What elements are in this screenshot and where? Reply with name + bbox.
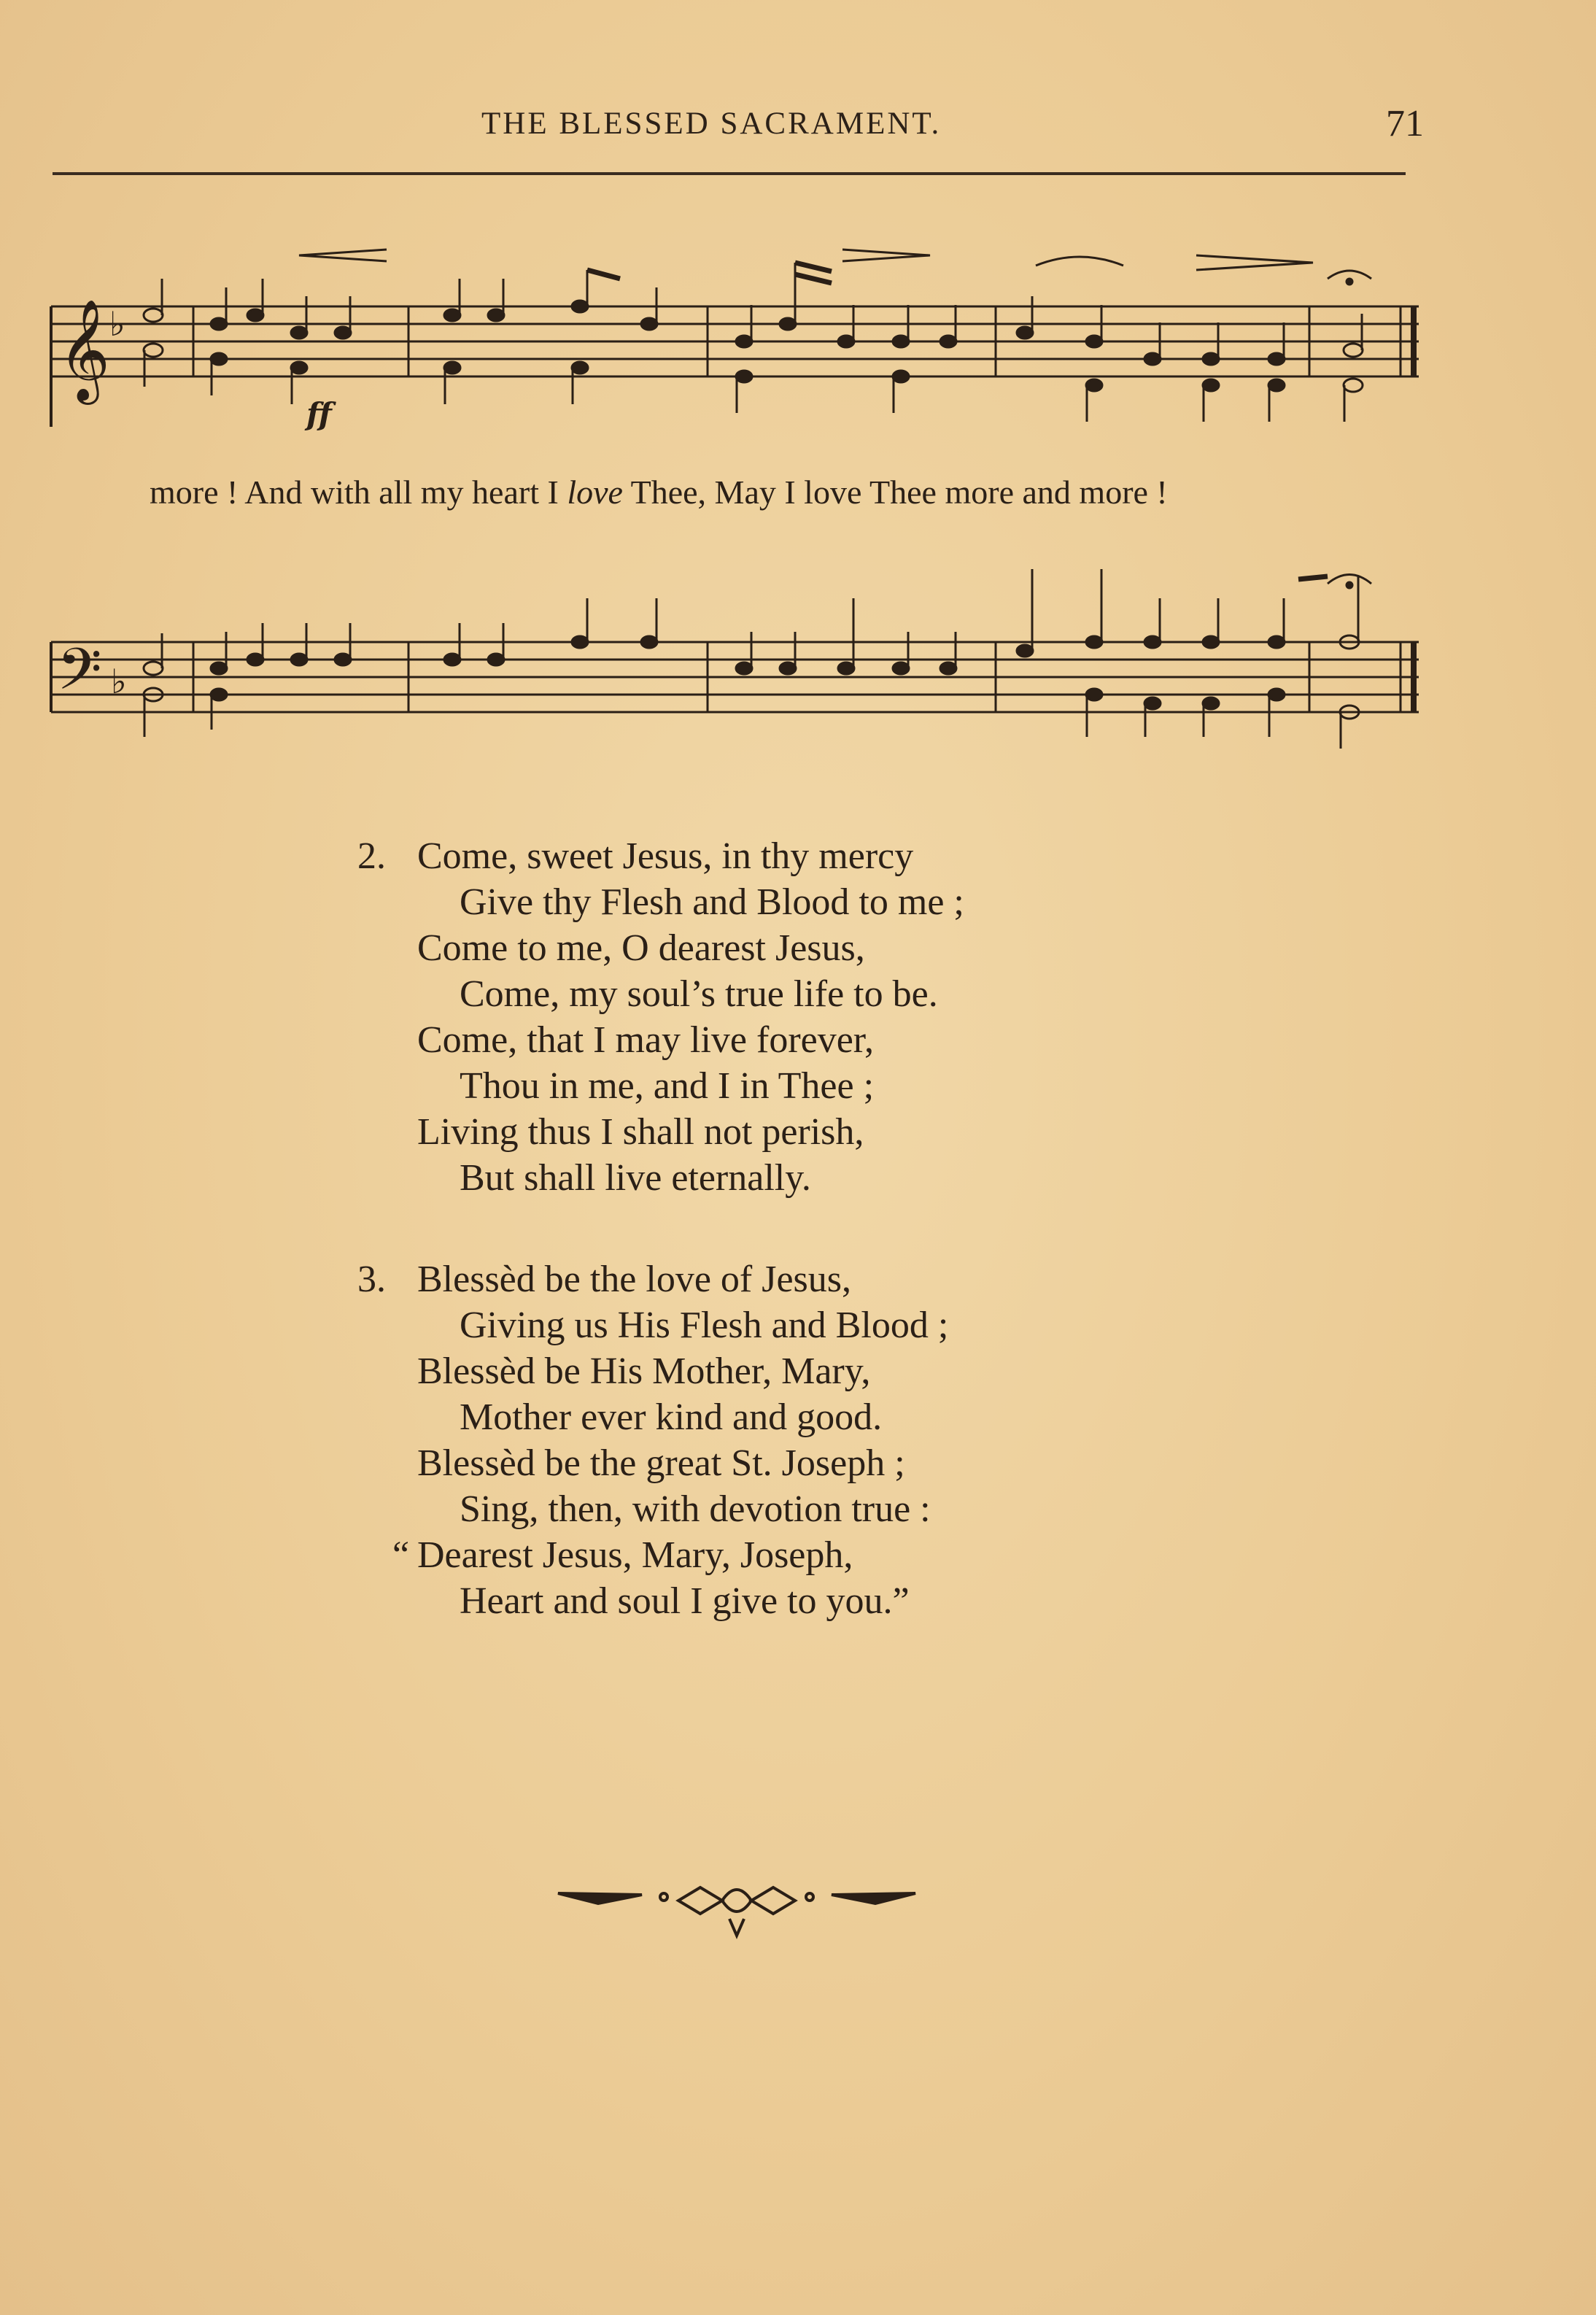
open-quote: “ (392, 1534, 410, 1576)
bass-clef-icon (57, 635, 102, 717)
verse-line: But shall live eternally. (460, 1157, 811, 1199)
verse-line: Living thus I shall not perish, (417, 1111, 864, 1153)
verse-line: Thou in me, and I in Thee ; (460, 1065, 875, 1107)
verse-line: Sing, then, with devotion true : (460, 1488, 931, 1530)
lyric-text-2: Thee, May I love Thee more and more ! (622, 474, 1168, 511)
stanza-number: 3. (357, 1259, 386, 1300)
treble-staff (51, 306, 1419, 427)
verse-line: Come to me, O dearest Jesus, (417, 927, 865, 969)
verse-line: Come, that I may live forever, (417, 1019, 875, 1061)
treble-clef-icon (58, 299, 110, 405)
refrain-lyric (150, 473, 1433, 511)
header-rule (53, 172, 1406, 175)
verse-line: Give thy Flesh and Blood to me ; (460, 881, 964, 923)
running-head: THE BLESSED SACRAMENT. (481, 107, 942, 141)
verse-line: Come, my soul’s true life to be. (460, 973, 938, 1015)
page-number: 71 (1386, 103, 1424, 144)
stanza-number: 2. (357, 835, 386, 877)
lyric-text-1: more ! And with all my heart I (150, 474, 567, 511)
lyric-italic-word: love (567, 474, 623, 511)
verse-line: Come, sweet Jesus, in thy mercy (417, 835, 914, 877)
svg-text:𝄢: 𝄢 (57, 635, 102, 717)
verse-line: Dearest Jesus, Mary, Joseph, (417, 1534, 853, 1576)
key-flat-icon: ♭ (109, 304, 125, 344)
tailpiece-ornament-icon (554, 1879, 919, 1944)
dynamic-ff: ff (306, 396, 332, 432)
verse-line: Giving us His Flesh and Blood ; (460, 1305, 949, 1346)
verse-line: Heart and soul I give to you.” (460, 1580, 910, 1622)
verse-line: Blessèd be the great St. Joseph ; (417, 1442, 905, 1484)
bass-fermata (1328, 575, 1371, 589)
verse-line: Blessèd be His Mother, Mary, (417, 1350, 871, 1392)
verse-line: Mother ever kind and good. (460, 1396, 883, 1438)
verse-line: Blessèd be the love of Jesus, (417, 1259, 852, 1300)
bass-key-flat-icon: ♭ (111, 662, 127, 701)
svg-text:𝄞: 𝄞 (58, 299, 110, 401)
